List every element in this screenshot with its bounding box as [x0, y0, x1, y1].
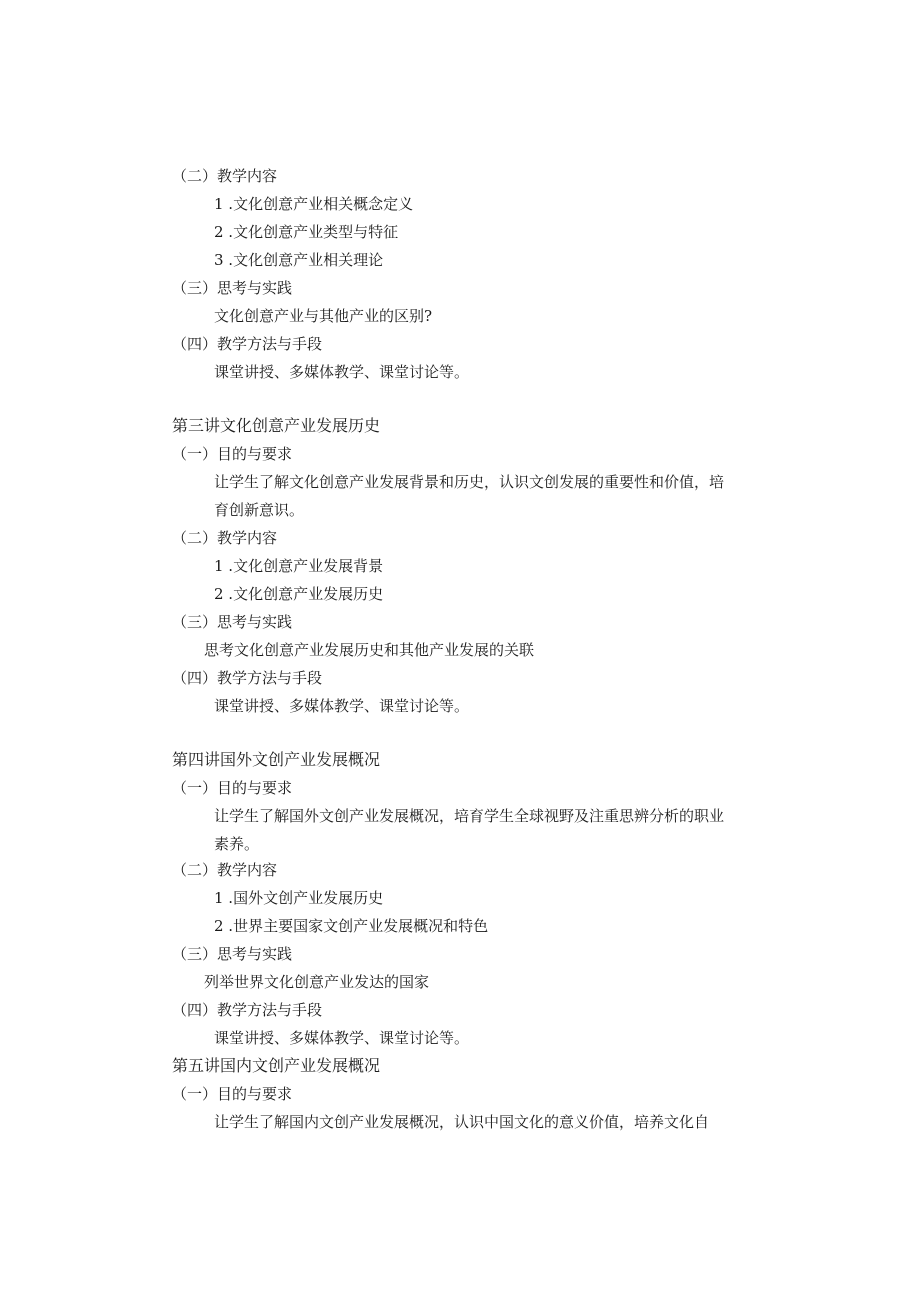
paragraph: 育创新意识。 [214, 501, 305, 519]
list-item: 1 .国外文创产业发展历史 [214, 889, 384, 907]
section-heading: （二）教学内容 [172, 529, 278, 547]
list-item: 1 .文化创意产业发展背景 [214, 557, 384, 575]
section-heading: （一）目的与要求 [172, 779, 293, 797]
section-heading: （二）教学内容 [172, 167, 278, 185]
paragraph: 让学生了解文化创意产业发展背景和历史，认识文创发展的重要性和价值，培 [214, 473, 725, 491]
list-item: 1 .文化创意产业相关概念定义 [214, 195, 414, 213]
paragraph: 让学生了解国内文创产业发展概况，认识中国文化的意义价值，培养文化自 [214, 1113, 710, 1131]
lecture-title: 第三讲文化创意产业发展历史 [172, 416, 381, 435]
paragraph: 让学生了解国外文创产业发展概况，培育学生全球视野及注重思辨分析的职业 [214, 807, 725, 825]
section-heading: （三）思考与实践 [172, 613, 293, 631]
paragraph: 列举世界文化创意产业发达的国家 [204, 973, 430, 991]
list-item: 2 .世界主要国家文创产业发展概况和特色 [214, 917, 489, 935]
section-heading: （四）教学方法与手段 [172, 669, 323, 687]
section-heading: （四）教学方法与手段 [172, 1001, 323, 1019]
list-item: 2 .文化创意产业发展历史 [214, 585, 384, 603]
paragraph: 思考文化创意产业发展历史和其他产业发展的关联 [204, 641, 535, 659]
paragraph: 素养。 [214, 835, 260, 853]
paragraph: 课堂讲授、多媒体教学、课堂讨论等。 [214, 1029, 470, 1047]
section-heading: （三）思考与实践 [172, 945, 293, 963]
paragraph: 课堂讲授、多媒体教学、课堂讨论等。 [214, 697, 470, 715]
list-item: 2 .文化创意产业类型与特征 [214, 223, 399, 241]
section-heading: （一）目的与要求 [172, 445, 293, 463]
paragraph: 文化创意产业与其他产业的区别? [214, 307, 433, 325]
paragraph: 课堂讲授、多媒体教学、课堂讨论等。 [214, 363, 470, 381]
section-heading: （三）思考与实践 [172, 279, 293, 297]
section-heading: （一）目的与要求 [172, 1085, 293, 1103]
section-heading: （二）教学内容 [172, 861, 278, 879]
lecture-title: 第五讲国内文创产业发展概况 [172, 1056, 381, 1075]
section-heading: （四）教学方法与手段 [172, 335, 323, 353]
lecture-title: 第四讲国外文创产业发展概况 [172, 750, 381, 769]
list-item: 3 .文化创意产业相关理论 [214, 251, 384, 269]
